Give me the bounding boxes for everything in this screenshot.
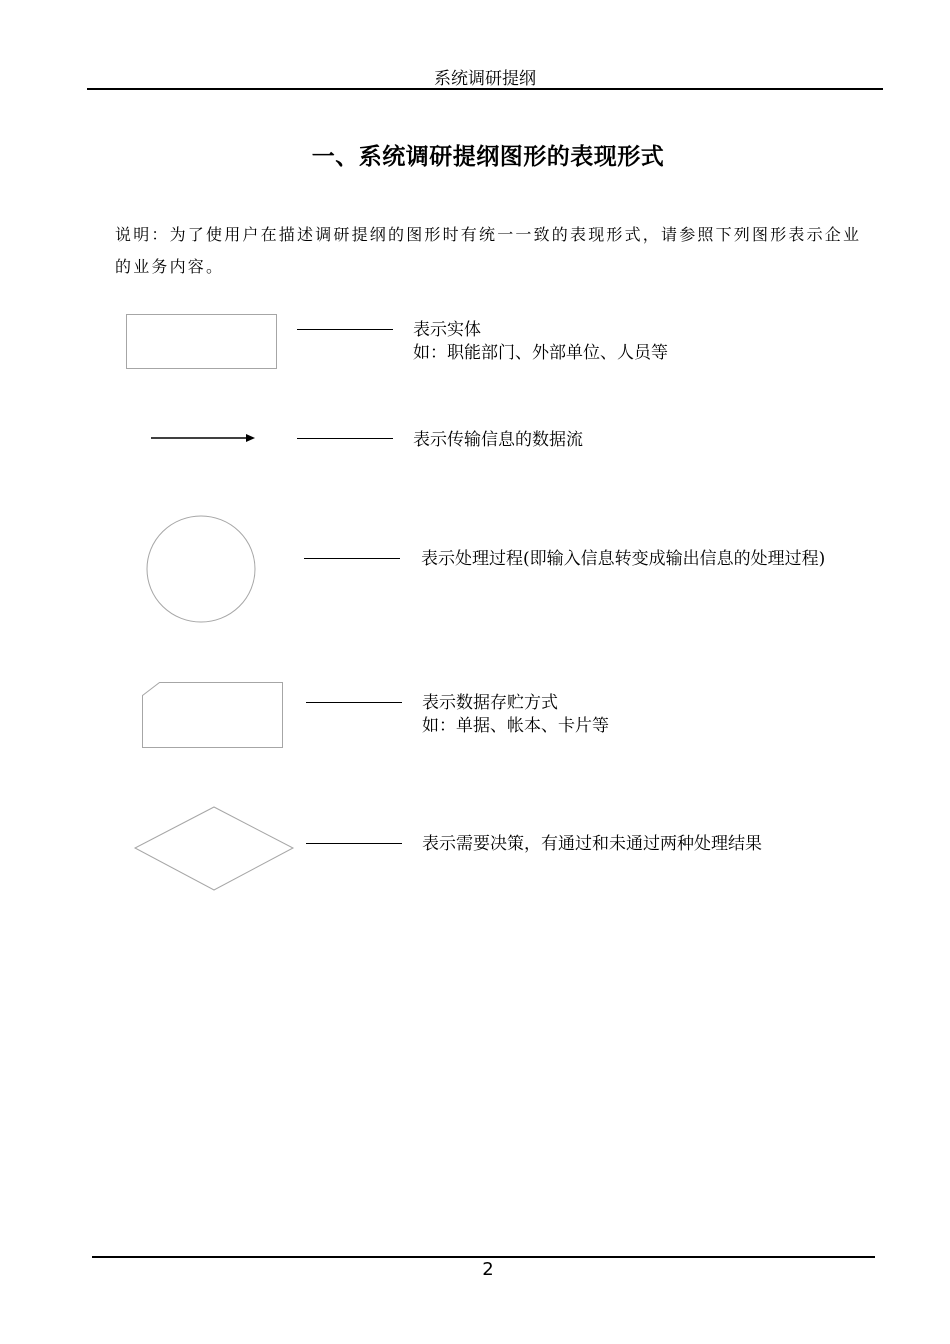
legend-item-process <box>411 548 873 571</box>
legend-connector-line <box>306 843 402 844</box>
data-flow-arrow-icon <box>145 428 265 448</box>
legend-entity-label: 表示实体 <box>413 320 481 340</box>
legend-item-data-store <box>422 692 872 738</box>
legend-item-data-flow <box>413 429 873 452</box>
legend-connector-line <box>297 329 393 330</box>
legend-connector-line <box>304 558 400 559</box>
page-title: 一、系统调研提纲图形的表现形式 <box>311 144 665 170</box>
intro-paragraph: 说明：为了使用户在描述调研提纲的图形时有统一一致的表现形式，请参照下列图形表示企业的业务内容。 <box>115 225 862 276</box>
legend-item-entity <box>413 319 873 365</box>
page-number: 2 <box>482 1259 494 1280</box>
data-store-icon <box>136 676 292 756</box>
process-circle-icon <box>140 510 264 630</box>
legend-item-decision <box>422 833 872 856</box>
decision-diamond-icon <box>128 800 300 898</box>
legend-process-label: 表示处理过程(即输入信息转变成输出信息的处理过程) <box>421 549 826 569</box>
legend-decision-label: 表示需要决策，有通过和未通过两种处理结果 <box>422 834 762 854</box>
running-header: 系统调研提纲 <box>434 69 536 89</box>
legend-entity-example: 如：职能部门、外部单位、人员等 <box>413 343 668 363</box>
legend-data-store-label: 表示数据存贮方式 <box>422 693 558 713</box>
legend-data-store-example: 如：单据、帐本、卡片等 <box>422 716 609 736</box>
legend-data-flow-label: 表示传输信息的数据流 <box>413 430 583 450</box>
footer-divider <box>92 1256 875 1258</box>
entity-rectangle-icon <box>120 308 285 376</box>
legend-connector-line <box>306 702 402 703</box>
header-divider <box>87 88 883 90</box>
legend-connector-line <box>297 438 393 439</box>
